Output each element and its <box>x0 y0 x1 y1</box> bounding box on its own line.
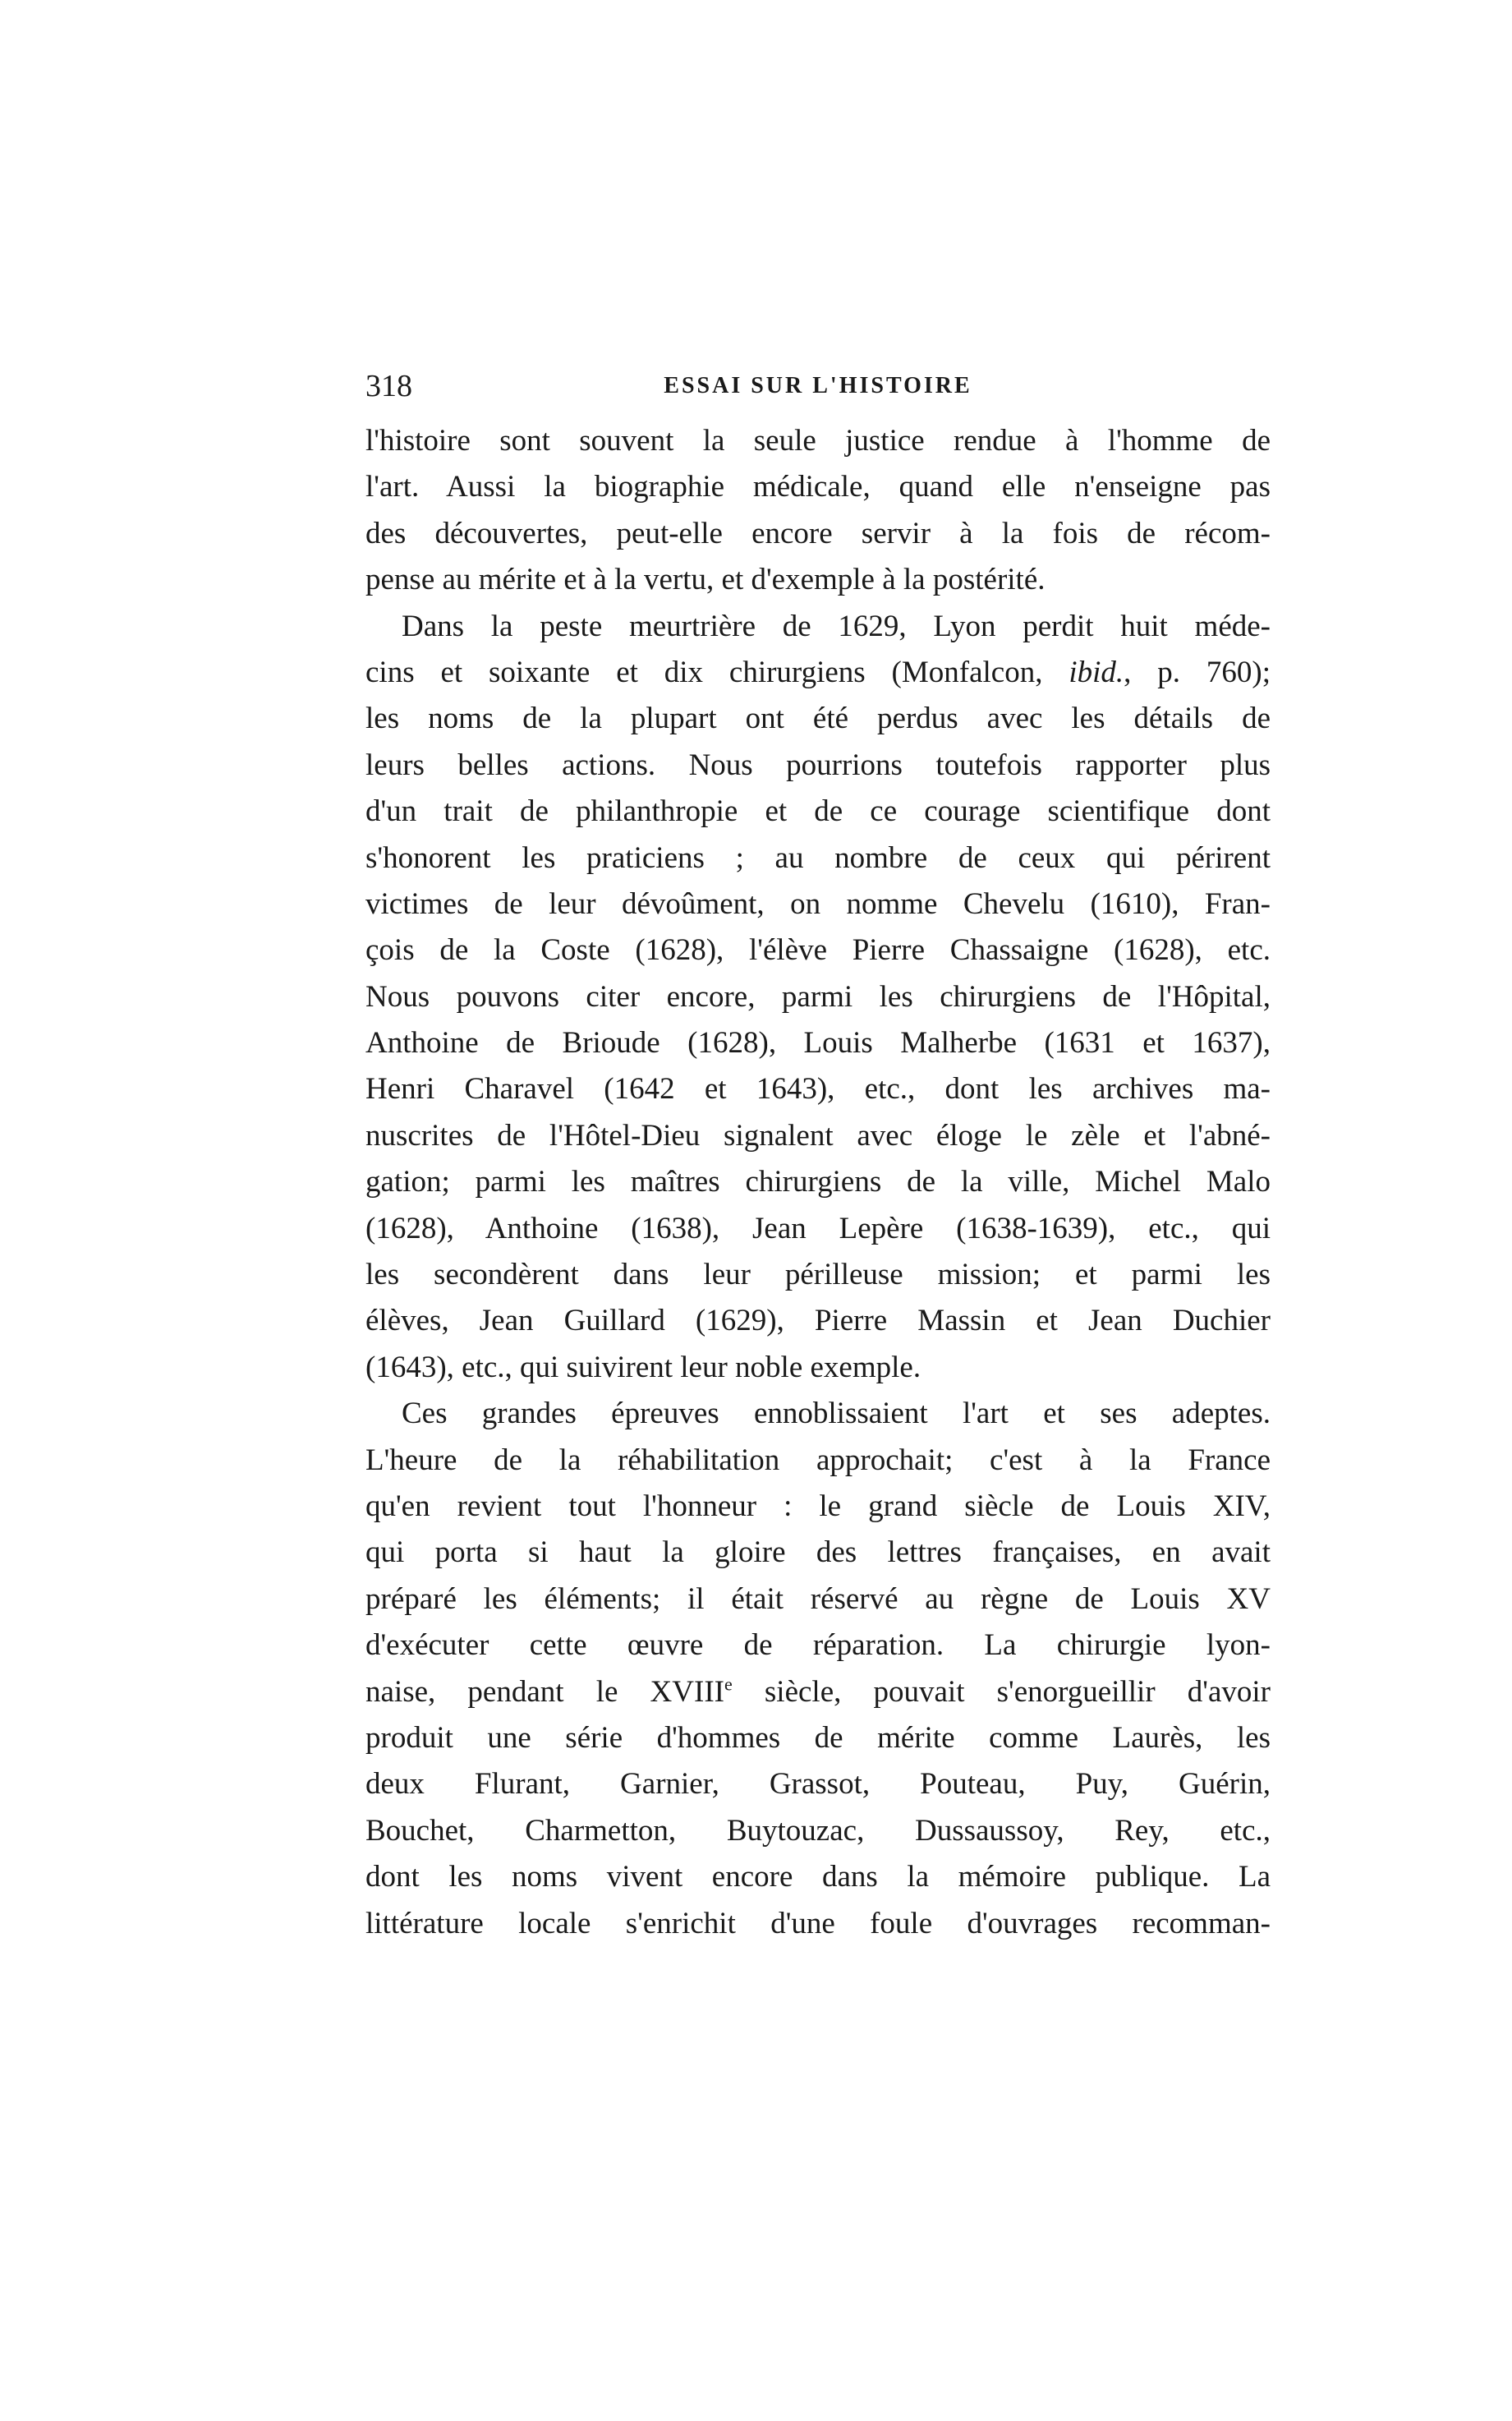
text-line: produit une série d'hommes de mérite comme Laurès, les <box>365 1720 1271 1755</box>
text-segment: siècle, pouvait s'enorgueillir d'avoir <box>732 1674 1271 1709</box>
text-line: (1628), Anthoine (1638), Jean Lepère (1638-1639), etc., qui <box>365 1211 1271 1245</box>
text-line: Bouchet, Charmetton, Buytouzac, Dussaussoy, Rey, etc., <box>365 1813 1271 1848</box>
text-line: victimes de leur dévoûment, on nomme Chevelu (1610), Fran- <box>365 886 1271 921</box>
text-line: deux Flurant, Garnier, Grassot, Pouteau, Puy, Guérin, <box>365 1767 1271 1802</box>
text-line: gation; parmi les maîtres chirurgiens de la ville, Michel Malo <box>365 1165 1271 1199</box>
text-line: les secondèrent dans leur périlleuse mission; et parmi les <box>365 1258 1271 1292</box>
text-line: des découvertes, peut-elle encore servir à la fois de récom- <box>365 516 1271 550</box>
italic-reference: ibid. <box>1069 655 1124 689</box>
page-number: 318 <box>365 369 412 403</box>
text-line: qui porta si haut la gloire des lettres françaises, en avait <box>365 1535 1271 1570</box>
text-line: Ces grandes épreuves ennoblissaient l'art et ses adeptes. <box>402 1397 1271 1431</box>
text-line: l'histoire sont souvent la seule justice rendue à l'homme de <box>365 424 1271 458</box>
text-line: leurs belles actions. Nous pourrions toutefois rapporter plus <box>365 748 1271 782</box>
text-line: élèves, Jean Guillard (1629), Pierre Massin et Jean Duchier <box>365 1304 1271 1338</box>
text-segment: cins et soixante et dix chirurgiens (Monfalcon, <box>365 655 1069 689</box>
text-line: les noms de la plupart ont été perdus avec les détails de <box>365 702 1271 736</box>
text-line: l'art. Aussi la biographie médicale, quand elle n'enseigne pas <box>365 470 1271 504</box>
text-line: littérature locale s'enrichit d'une foule d'ouvrages recomman- <box>365 1906 1271 1940</box>
text-line: d'un trait de philanthropie et de ce courage scientifique dont <box>365 794 1271 829</box>
text-line: L'heure de la réhabilitation approchait; c'est à la France <box>365 1443 1271 1477</box>
text-line <box>365 650 1271 696</box>
running-title: ESSAI SUR L'HISTOIRE <box>664 373 972 398</box>
running-header <box>365 366 1271 406</box>
text-segment: , p. 760); <box>1124 655 1271 689</box>
text-line: Dans la peste meurtrière de 1629, Lyon perdit huit méde- <box>402 609 1271 643</box>
text-line <box>365 1669 1271 1715</box>
text-line: d'exécuter cette œuvre de réparation. La chirurgie lyon- <box>365 1628 1271 1663</box>
text-line: Henri Charavel (1642 et 1643), etc., dont les archives ma- <box>365 1072 1271 1107</box>
superscript: e <box>724 1673 733 1695</box>
text-segment: naise, pendant le XVIII <box>365 1674 724 1709</box>
body-text <box>365 418 1271 1947</box>
text-line: çois de la Coste (1628), l'élève Pierre Chassaigne (1628), etc. <box>365 933 1271 968</box>
text-line: dont les noms vivent encore dans la mémoire publique. La <box>365 1860 1271 1894</box>
text-line: Nous pouvons citer encore, parmi les chirurgiens de l'Hôpital, <box>365 979 1271 1014</box>
text-line: préparé les éléments; il était réservé au règne de Louis XV <box>365 1581 1271 1616</box>
text-line: (1643), etc., qui suivirent leur noble exemple. <box>365 1350 921 1384</box>
text-line: nuscrites de l'Hôtel-Dieu signalent avec éloge le zèle et l'abné- <box>365 1118 1271 1153</box>
text-line: Anthoine de Brioude (1628), Louis Malherbe (1631 et 1637), <box>365 1026 1271 1061</box>
text-line: s'honorent les praticiens ; au nombre de ceux qui périrent <box>365 840 1271 875</box>
text-line: qu'en revient tout l'honneur : le grand siècle de Louis XIV, <box>365 1489 1271 1523</box>
text-line: pense au mérite et à la vertu, et d'exemple à la postérité. <box>365 563 1046 597</box>
